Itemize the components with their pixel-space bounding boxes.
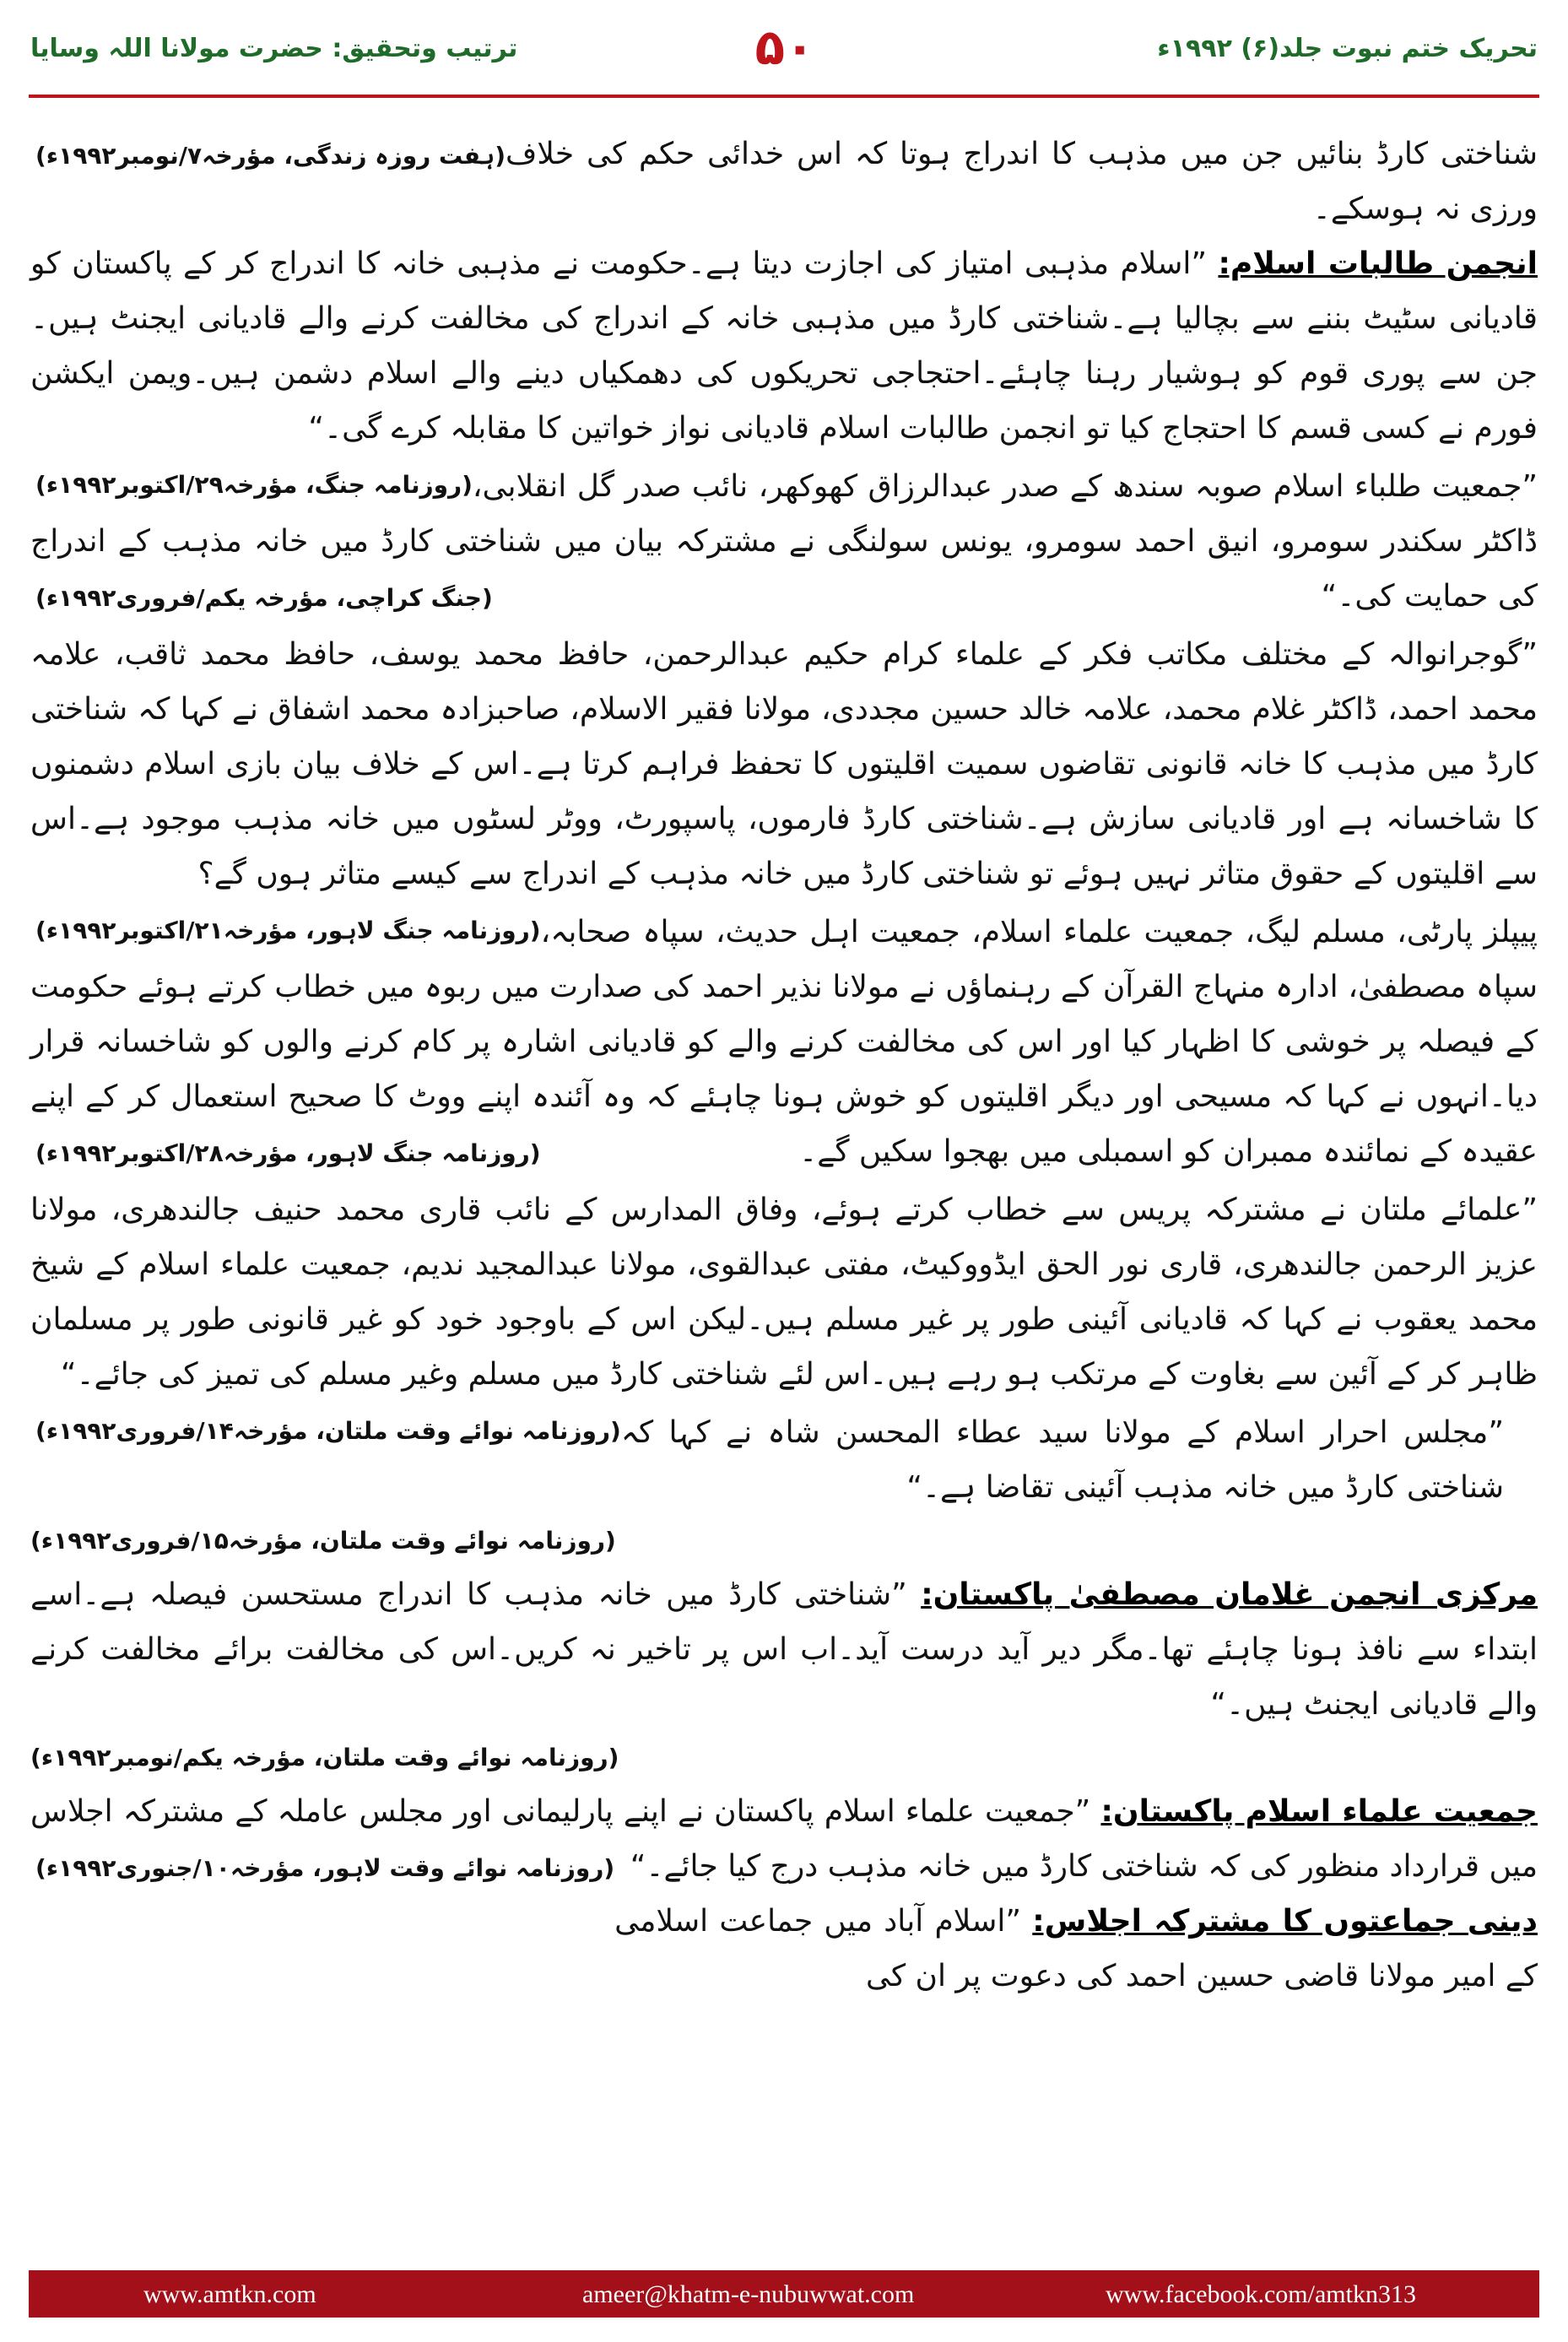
citation: (روزنامہ جنگ، مؤرخہ۲۹/اکتوبر۱۹۹۲ء) xyxy=(35,471,473,499)
paragraph-10 xyxy=(30,1894,1538,2004)
paragraph-8 xyxy=(30,1567,1538,1732)
paragraph-1 xyxy=(30,127,1538,236)
citation: (جنگ کراچی، مؤرخہ یکم/فروری۱۹۹۲ء) xyxy=(35,584,493,612)
paragraph-text: شناختی کارڈ بنائیں جن میں مذہب کا اندراج ہوتا کہ اس خدائی حکم کی خلاف ورزی نہ ہوسکے۔ xyxy=(506,137,1538,226)
page-header xyxy=(0,0,1568,105)
paragraph-2 xyxy=(30,236,1538,499)
citation: (روزنامہ جنگ لاہور، مؤرخہ۲۸/اکتوبر۱۹۹۲ء) xyxy=(35,1139,541,1167)
header-divider xyxy=(29,95,1539,98)
citation: (روزنامہ نوائے وقت ملتان، مؤرخہ یکم/نومبر۱۹۹۲ء) xyxy=(30,1744,619,1771)
section-heading: دینی جماعتوں کا مشترکہ اجلاس: xyxy=(1032,1904,1538,1939)
email-link[interactable]: ameer@khatm-e-nubuwwat.com xyxy=(582,2280,915,2308)
page-body xyxy=(30,127,1538,2203)
paragraph-6 xyxy=(30,1182,1538,1445)
paragraph-text: ”علمائے ملتان نے مشترکہ پریس سے خطاب کرتے ہوئے، وفاق المدارس کے نائب قاری محمد حنیف جالندھری، مولانا عزیز الرحمن جالندھری، قاری نور الحق ایڈووکیٹ، مفتی عبدالقوی، مولانا عبدالمجید ندیم، جمعیت علماء اسلام کے شیخ محمد یعقوب نے کہا کہ قادیانی آئینی طور پر غیر مسلم ہیں۔لیکن اس کے باوجود خود کو غیر قانونی طور پر مسلمان ظاہر کر کے آئین سے بغاوت کے مرتکب ہو رہے ہیں۔اس لئے شناختی کارڈ میں مسلم وغیر مسلم کی تمیز کی جائے۔“ xyxy=(30,1193,1538,1392)
page-footer xyxy=(0,2270,1568,2321)
section-heading: انجمن طالبات اسلام: xyxy=(1218,246,1538,281)
paragraph-text: ”گوجرانوالہ کے مختلف مکاتب فکر کے علماء کرام حکیم عبدالرحمن، حافظ محمد یوسف، حافظ محمد ثاقب، علامہ محمد احمد، ڈاکٹر غلام محمد، علامہ خالد حسین مجددی، مولانا فقیر الاسلام، صاحبزادہ محمد اشفاق نے کہا کہ شناختی کارڈ میں مذہب کا خانہ قانونی تقاضوں سمیت اقلیتوں کا تحفظ فراہم کرتا ہے۔اس کے خلاف بیان بازی اسلام دشمنوں کا شاخسانہ ہے اور قادیانی سازش ہے۔شناختی کارڈ فارموں، پاسپورٹ، ووٹر لسٹوں میں خانہ مذہب موجود ہے۔اس سے اقلیتوں کے حقوق متاثر نہیں ہوئے تو شناختی کارڈ میں خانہ مذہب کے اندراج سے کیسے متاثر ہوں گے؟ xyxy=(30,637,1538,891)
paragraph-text: ”اسلام آباد میں جماعت اسلامی کے امیر مولانا قاضی حسین احمد کی دعوت پر ان کی xyxy=(614,1904,1538,1993)
citation: (روزنامہ نوائے وقت لاہور، مؤرخہ۱۰/جنوری۱۹۹۲ء) xyxy=(35,1854,615,1882)
paragraph-text: ”جمعیت علماء اسلام پاکستان نے اپنے پارلیمانی اور مجلس عاملہ کے مشترکہ اجلاس میں قرارداد منظور کی کہ شناختی کارڈ میں خانہ مذہب درج کیا جائے۔“ xyxy=(30,1794,1538,1884)
paragraph-text: ”مجلس احرار اسلام کے مولانا سید عطاء المحسن شاہ نے کہا کہ شناختی کارڈ میں خانہ مذہب آئینی تقاضا ہے۔“ xyxy=(620,1415,1504,1505)
paragraph-text: ”شناختی کارڈ میں خانہ مذہب کا اندراج مستحسن فیصلہ ہے۔اسے ابتداء سے نافذ ہونا چاہئے تھا۔مگر دیر آید درست آید۔اب اس پر تاخیر نہ کریں۔اس کی مخالفت برائے مخالفت کرنے والے قادیانی ایجنٹ ہیں۔“ xyxy=(30,1577,1538,1722)
citation: (ہفت روزہ زندگی، مؤرخہ۷/نومبر۱۹۹۲ء) xyxy=(35,142,506,170)
paragraph-text: ”اسلام مذہبی امتیاز کی اجازت دیتا ہے۔حکومت نے مذہبی خانہ کا اندراج کر کے پاکستان کو قادیانی سٹیٹ بننے سے بچالیا ہے۔شناختی کارڈ میں مذہبی خانہ کے اندراج کی مخالفت کرنے والے قادیانی ایجنٹ ہیں۔جن سے پوری قوم کو ہوشیار رہنا چاہئے۔احتجاجی تحریکوں کی دھمکیاں دینے والے اسلام دشمن ہیں۔ویمن ایکشن فورم نے کسی قسم کا احتجاج کیا تو انجمن طالبات اسلام قادیانی نواز خواتین کا مقابلہ کرے گی۔“ xyxy=(30,246,1538,446)
facebook-link[interactable]: www.facebook.com/amtkn313 xyxy=(1106,2280,1416,2308)
paragraph-4 xyxy=(30,627,1538,944)
section-heading: مرکزی انجمن غلامان مصطفیٰ پاکستان: xyxy=(921,1577,1538,1612)
citation: (روزنامہ نوائے وقت ملتان، مؤرخہ۱۴/فروری۱۹۹۲ء) xyxy=(35,1417,621,1445)
citation: (روزنامہ نوائے وقت ملتان، مؤرخہ۱۵/فروری۱۹۹۲ء) xyxy=(30,1527,616,1555)
website-link[interactable]: www.amtkn.com xyxy=(143,2280,316,2308)
section-heading: جمعیت علماء اسلام پاکستان: xyxy=(1100,1794,1538,1829)
page-number: ۵۰ xyxy=(754,19,815,76)
paragraph-text: پیپلز پارٹی، مسلم لیگ، جمعیت علماء اسلام، جمعیت اہل حدیث، سپاہ صحابہ، سپاہ مصطفیٰ، ادارہ منہاج القرآن کے رہنماؤں نے مولانا نذیر احمد کی صدارت میں ربوہ میں خطاب کرتے ہوئے حکومت کے فیصلہ پر خوشی کا اظہار کیا اور اس کی مخالفت کرنے والے کو قادیانی اشارہ پر کام کرنے والوں کو شاخسانہ قرار دیا۔انہوں نے کہا کہ مسیحی اور دیگر اقلیتوں کو خوش ہونا چاہئے کہ وہ آئندہ اپنے ووٹ کا صحیح استعمال کر کے اپنے عقیدہ کے نمائندہ ممبران کو اسمبلی میں بھجوا سکیں گے۔ xyxy=(30,915,1538,1169)
citation: (روزنامہ جنگ لاہور، مؤرخہ۲۱/اکتوبر۱۹۹۲ء) xyxy=(35,917,541,944)
paragraph-9 xyxy=(30,1784,1538,1894)
header-book-title: تحریک ختم نبوت جلد(۶) ۱۹۹۲ء xyxy=(1157,34,1538,63)
header-compiler: ترتیب وتحقیق: حضرت مولانا اللہ وسایا xyxy=(30,34,518,63)
paragraph-text: ”جمعیت طلباء اسلام صوبہ سندھ کے صدر عبدالرزاق کھوکھر، نائب صدر گل انقلابی، ڈاکٹر سکندر سومرو، انیق احمد سومرو، یونس سولنگی نے مشترکہ بیان میں شناختی کارڈ میں خانہ مذہب کے اندراج کی حمایت کی۔“ xyxy=(30,469,1538,614)
